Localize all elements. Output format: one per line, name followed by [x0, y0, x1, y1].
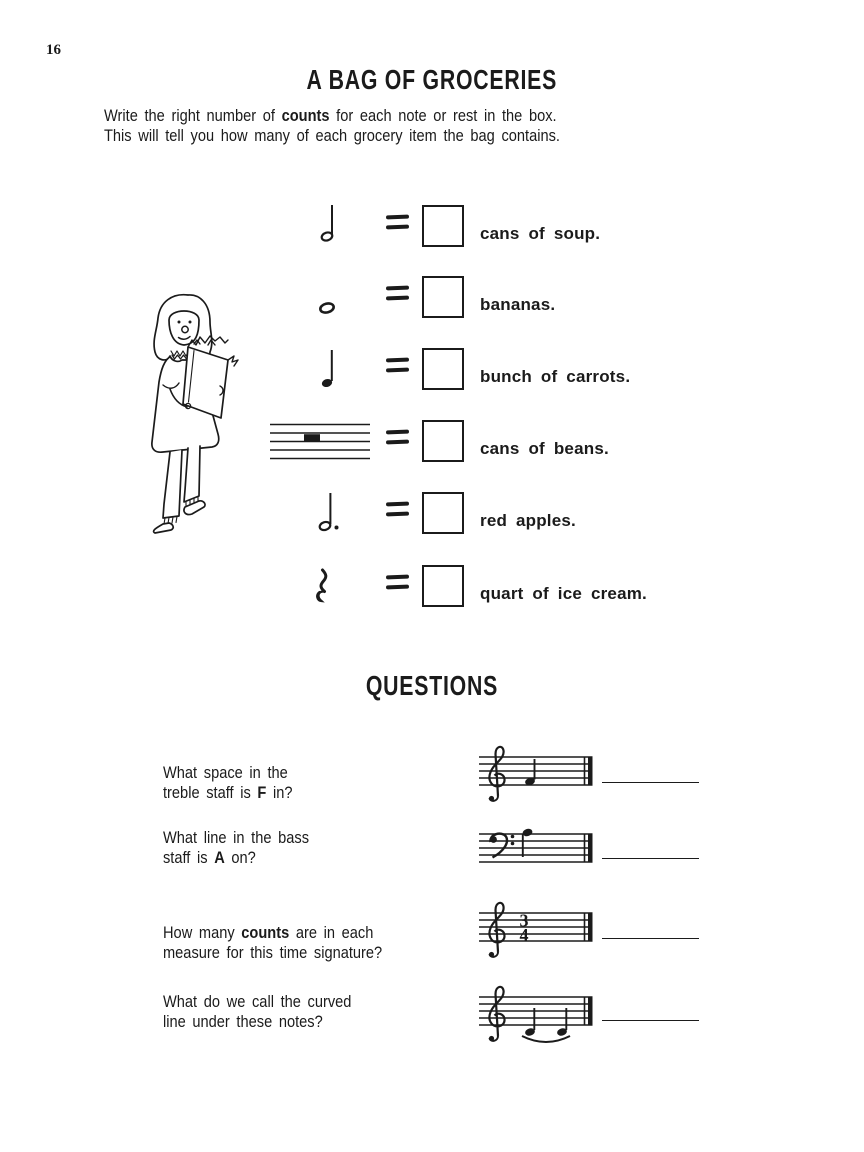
title-row: [0, 64, 864, 96]
answer-blank[interactable]: [602, 782, 699, 783]
treble-staff-f-note-icon: [475, 741, 605, 813]
row-label: cans of soup.: [480, 224, 601, 243]
answer-box[interactable]: [422, 205, 464, 247]
bass-staff-a-note-icon: [475, 818, 605, 890]
questions-heading: QUESTIONS: [365, 670, 499, 701]
equals-icon: [386, 286, 409, 290]
treble-staff-time-signature-icon: [475, 897, 605, 969]
equals-icon: [386, 358, 409, 362]
answer-box[interactable]: [422, 348, 464, 390]
instructions: [104, 106, 634, 146]
question-text: What do we call the curved line under these notes?: [163, 992, 352, 1031]
answer-blank[interactable]: [602, 1020, 699, 1021]
questions-heading-row: [0, 670, 864, 702]
half-rest-icon: [268, 423, 372, 461]
answer-box[interactable]: [422, 565, 464, 607]
equals-icon: [386, 502, 409, 506]
instructions-line-1: Write the right number of counts for each note or rest in the box.: [104, 106, 557, 125]
equals-icon: [386, 575, 409, 579]
page-title: A BAG OF GROCERIES: [306, 64, 558, 95]
equals-icon: [386, 215, 409, 219]
equals-icon: [386, 225, 409, 229]
slur-curve: [522, 1036, 570, 1042]
row-label: quart of ice cream.: [480, 584, 647, 603]
row-label: bananas.: [480, 295, 556, 314]
quarter-note-icon: [292, 337, 362, 393]
row-label: bunch of carrots.: [480, 367, 631, 386]
equals-icon: [386, 430, 409, 434]
treble-staff-slurred-notes-icon: [475, 981, 605, 1053]
equals-icon: [386, 512, 409, 516]
half-note-icon: [292, 193, 362, 249]
question-text: How many counts are in each measure for this time signature?: [163, 923, 383, 962]
time-signature-top: 3: [519, 910, 529, 931]
page-number: 16: [46, 42, 61, 58]
time-signature-bottom: 4: [519, 924, 529, 945]
quarter-rest-icon: [292, 562, 362, 618]
whole-note-icon: [292, 262, 362, 318]
row-label: red apples.: [480, 511, 576, 530]
answer-box[interactable]: [422, 276, 464, 318]
question-text: What space in the treble staff is F in?: [163, 763, 293, 802]
equals-icon: [386, 296, 409, 300]
answer-blank[interactable]: [602, 858, 699, 859]
instructions-line-2: This will tell you how many of each grocery item the bag contains.: [104, 126, 560, 145]
row-label: cans of beans.: [480, 439, 609, 458]
question-text: What line in the bass staff is A on?: [163, 828, 310, 867]
answer-box[interactable]: [422, 420, 464, 462]
answer-box[interactable]: [422, 492, 464, 534]
equals-icon: [386, 440, 409, 444]
equals-icon: [386, 368, 409, 372]
girl-with-grocery-bag-illustration: [136, 290, 241, 535]
dotted-half-note-icon: [292, 482, 362, 538]
answer-blank[interactable]: [602, 938, 699, 939]
equals-icon: [386, 585, 409, 589]
